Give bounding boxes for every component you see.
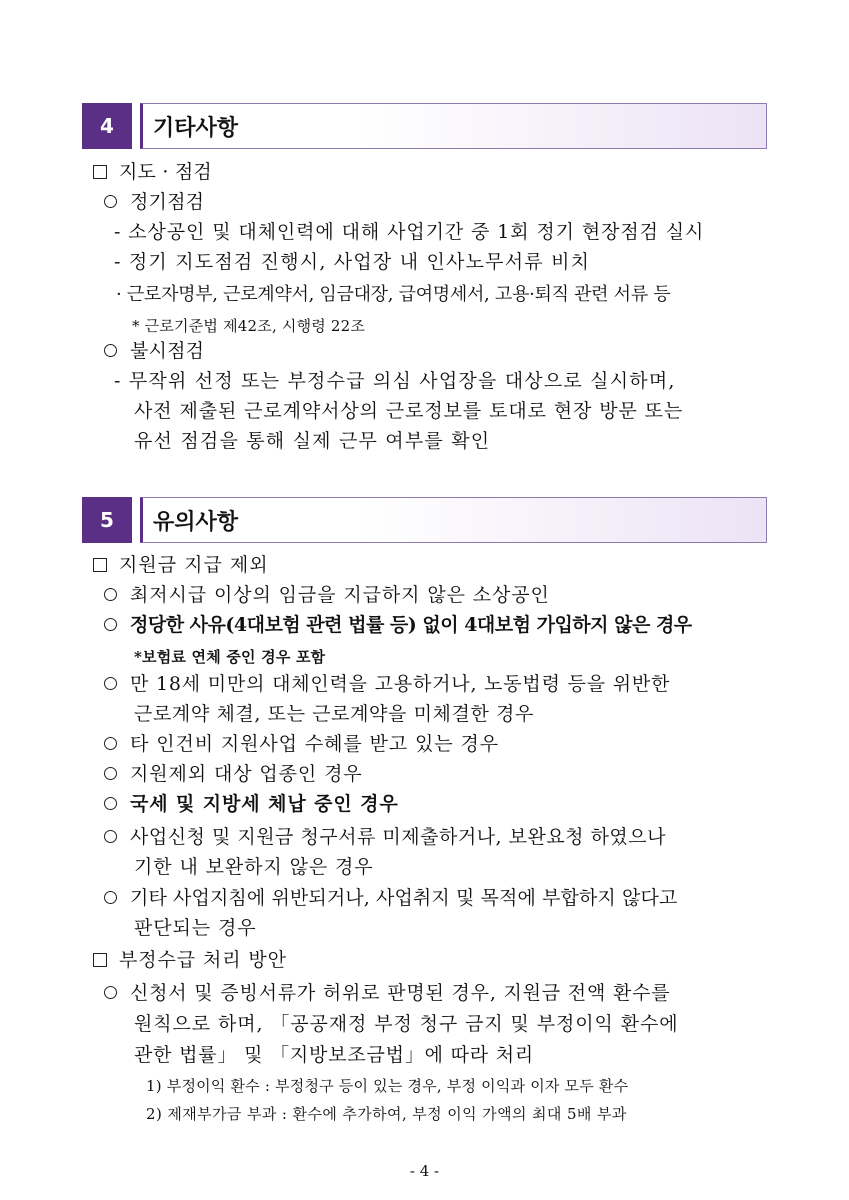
checkbox-square-icon: [93, 165, 107, 179]
circle-bullet-icon: [104, 737, 117, 750]
dash-item-continued: 유선 점검을 통해 실제 근무 여부를 확인: [134, 430, 491, 452]
list-item-continued: 원칙으로 하며, 「공공재정 부정 청구 금지 및 부정이익 환수에: [134, 1013, 679, 1035]
list-item: 기타 사업지침에 위반되거나, 사업취지 및 목적에 부합하지 않다고: [104, 886, 677, 910]
section-number: 4: [82, 103, 132, 149]
footnote: * 근로기준법 제42조, 시행령 22조: [132, 317, 366, 335]
section-number: 5: [82, 497, 132, 543]
checkbox-square-icon: [93, 953, 107, 967]
list-item: 지원제외 대상 업종인 경우: [104, 762, 363, 786]
dash-item: - 정기 지도점검 진행시, 사업장 내 인사노무서류 비치: [114, 251, 591, 273]
circle-bullet-icon: [104, 986, 117, 999]
list-item: 최저시급 이상의 임금을 지급하지 않은 소상공인: [104, 583, 550, 607]
list-item-continued: 판단되는 경우: [134, 917, 257, 939]
section-header-4: [82, 103, 767, 149]
circle-bullet-icon: [104, 797, 117, 810]
list-item: 타 인건비 지원사업 수혜를 받고 있는 경우: [104, 732, 499, 756]
circle-bullet-icon: [104, 677, 117, 690]
page-number: - 4 -: [409, 1162, 440, 1180]
section-header-5: [82, 497, 767, 543]
heading-item: 부정수급 처리 방안: [93, 948, 287, 972]
list-item: 국세 및 지방세 체납 중인 경우: [104, 792, 399, 816]
dash-item-continued: 사전 제출된 근로계약서상의 근로정보를 토대로 현장 방문 또는: [134, 400, 684, 422]
circle-bullet-icon: [104, 830, 117, 843]
circle-bullet-icon: [104, 891, 117, 904]
list-item: 정당한 사유(4대보험 관련 법률 등) 없이 4대보험 가입하지 않은 경우: [104, 613, 692, 637]
circle-bullet-icon: [104, 588, 117, 601]
heading-item: 지도 · 점검: [93, 160, 212, 184]
footnote: *보험료 연체 중인 경우 포함: [134, 648, 326, 666]
circle-bullet-icon: [104, 767, 117, 780]
list-item: 정기점검: [104, 190, 204, 214]
footnote: 2) 제재부가금 부과 : 환수에 추가하여, 부정 이익 가액의 최대 5배 부과: [146, 1105, 627, 1123]
list-item-continued: 근로계약 체결, 또는 근로계약을 미체결한 경우: [134, 703, 534, 725]
list-item: 신청서 및 증빙서류가 허위로 판명된 경우, 지원금 전액 환수를: [104, 981, 670, 1005]
dash-item: - 무작위 선정 또는 부정수급 의심 사업장을 대상으로 실시하며,: [114, 370, 676, 392]
heading-item: 지원금 지급 제외: [93, 553, 269, 577]
section-title: 유의사항: [153, 509, 239, 535]
circle-bullet-icon: [104, 195, 117, 208]
list-item-continued: 기한 내 보완하지 않은 경우: [134, 856, 374, 878]
circle-bullet-icon: [104, 618, 117, 631]
section-title: 기타사항: [153, 115, 239, 141]
circle-bullet-icon: [104, 344, 117, 357]
checkbox-square-icon: [93, 558, 107, 572]
footnote: 1) 부정이익 환수 : 부정청구 등이 있는 경우, 부정 이익과 이자 모두 환수: [146, 1077, 629, 1095]
list-item: 사업신청 및 지원금 청구서류 미제출하거나, 보완요청 하였으나: [104, 825, 666, 849]
list-item: 불시점검: [104, 339, 204, 363]
dash-item: - 소상공인 및 대체인력에 대해 사업기간 중 1회 정기 현장점검 실시: [114, 221, 705, 243]
list-item-continued: 관한 법률」 및 「지방보조금법」에 따라 처리: [134, 1044, 535, 1066]
list-item: 만 18세 미만의 대체인력을 고용하거나, 노동법령 등을 위반한: [104, 672, 670, 696]
dot-item: · 근로자명부, 근로계약서, 임금대장, 급여명세서, 고용·퇴직 관련 서류 등: [116, 284, 671, 305]
section-title-box: [140, 497, 767, 543]
section-title-box: [140, 103, 767, 149]
